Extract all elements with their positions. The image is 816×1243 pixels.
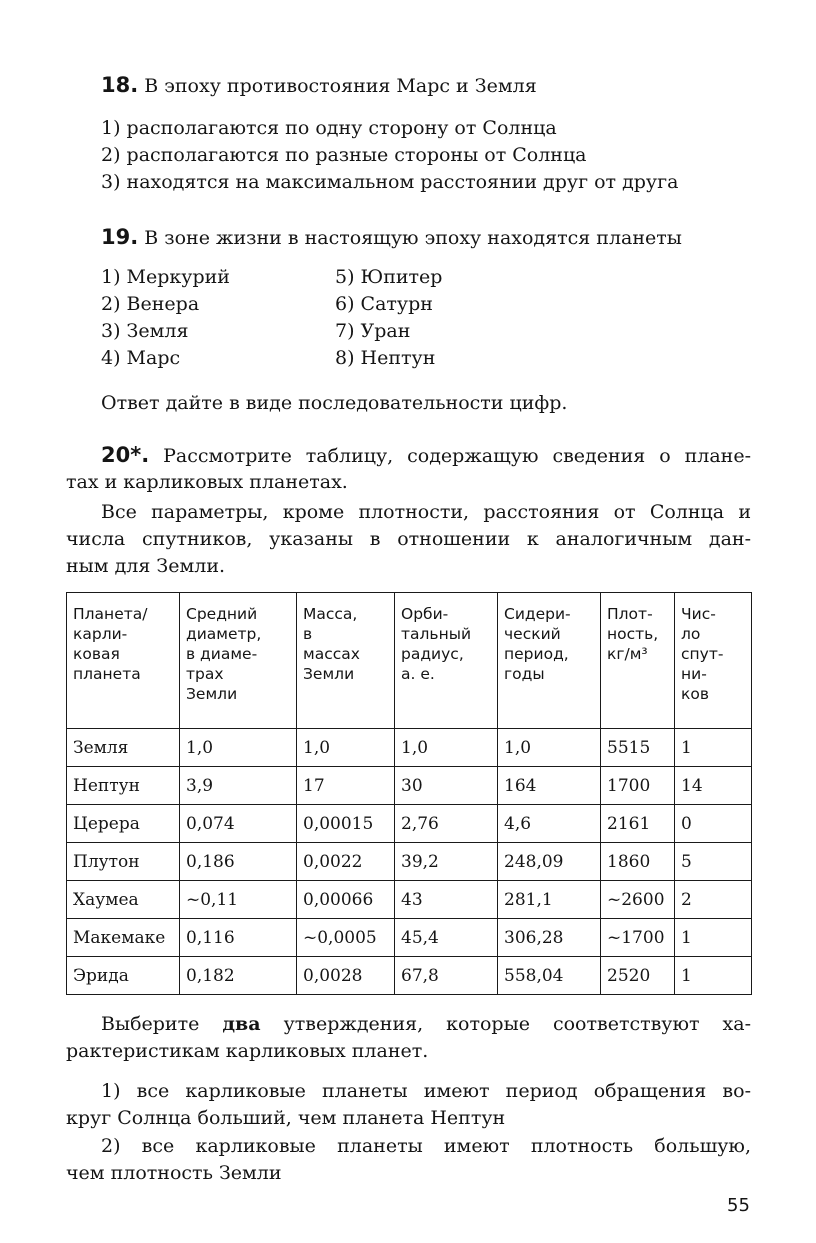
table-cell: 1 [675,957,752,995]
table-cell: 0,0022 [297,843,395,881]
q20-para-line-2: числа спутников, указаны в отношении к аналогичным дан- [66,528,751,550]
q19-question: В зоне жизни в настоящую эпоху находятся планеты [144,227,682,249]
table-cell: 0,116 [180,919,297,957]
table-cell: 164 [498,767,601,805]
table-cell: 306,28 [498,919,601,957]
table-cell: 0,186 [180,843,297,881]
header-diameter: Средний диаметр, в диаме- трах Земли [180,593,297,729]
header-orbital-radius: Орби- тальный радиус, а. е. [395,593,498,729]
table-cell: 248,09 [498,843,601,881]
table-cell: 1,0 [180,729,297,767]
table-cell: 4,6 [498,805,601,843]
q19-option-5: 5) Юпитер [335,266,443,288]
table-cell: 0,074 [180,805,297,843]
table-row [67,805,752,843]
q20-intro-line-1 [101,442,751,470]
table-cell: Плутон [67,843,180,881]
header-density: Плот- ность, кг/м³ [601,593,675,729]
q19-option-7: 7) Уран [335,320,411,342]
q18-title [101,72,537,100]
page-number: 55 [727,1195,750,1216]
q18-option-2: 2) располагаются по разные стороны от Солнца [101,144,587,166]
table-row [67,767,752,805]
table-row [67,729,752,767]
q20-statement-1-line-2: круг Солнца больший, чем планета Нептун [66,1107,506,1129]
table-cell: 281,1 [498,881,601,919]
table-cell: 39,2 [395,843,498,881]
q20-statement-2-line-2: чем плотность Земли [66,1162,282,1184]
table-cell: 2,76 [395,805,498,843]
q19-option-6: 6) Сатурн [335,293,433,315]
table-row [67,957,752,995]
choose-bold: два [222,1013,261,1035]
q19-option-1: 1) Меркурий [101,266,230,288]
table-cell: 1,0 [498,729,601,767]
table-cell: 67,8 [395,957,498,995]
table-row [67,843,752,881]
table-row [67,919,752,957]
q20-statement-1-line-1: 1) все карликовые планеты имеют период обращения во- [101,1080,751,1102]
table-cell: 2 [675,881,752,919]
table-cell: 14 [675,767,752,805]
table-cell: 1860 [601,843,675,881]
q18-question: В эпоху противостояния Марс и Земля [144,75,537,97]
table-cell: Церера [67,805,180,843]
q19-answer-note: Ответ дайте в виде последовательности цифр. [101,392,568,414]
table-cell: Земля [67,729,180,767]
table-row [67,881,752,919]
q19-title [101,224,682,252]
q18-option-1: 1) располагаются по одну сторону от Солнца [101,117,557,139]
table-cell: 558,04 [498,957,601,995]
q20-intro-line-2: тах и карликовых планетах. [66,471,348,493]
q20-choose-line-2: рактеристикам карликовых планет. [66,1040,429,1062]
table-cell: 0,00066 [297,881,395,919]
table-cell: 3,9 [180,767,297,805]
q20-choose-line-1 [101,1011,751,1038]
table-cell: 1,0 [297,729,395,767]
table-cell: ~0,11 [180,881,297,919]
q19-option-8: 8) Нептун [335,347,436,369]
q20-statement-2-line-1: 2) все карликовые планеты имеют плотность большую, [101,1135,751,1157]
table-cell: 17 [297,767,395,805]
table-header-row [67,593,752,729]
table-cell: Хаумеа [67,881,180,919]
table-cell: Эрида [67,957,180,995]
table-cell: ~1700 [601,919,675,957]
table-cell: Макемаке [67,919,180,957]
table-cell: Нептун [67,767,180,805]
q20-para-line-3: ным для Земли. [66,555,226,577]
table-cell: 1 [675,729,752,767]
table-cell: 5 [675,843,752,881]
table-cell: 0,00015 [297,805,395,843]
header-sidereal-period: Сидери- ческий период, годы [498,593,601,729]
table-cell: 1 [675,919,752,957]
header-satellites: Чис- ло спут- ни- ков [675,593,752,729]
q18-number: 18. [101,73,139,97]
header-planet: Планета/ карли- ковая планета [67,593,180,729]
table-cell: 1,0 [395,729,498,767]
header-mass: Масса, в массах Земли [297,593,395,729]
q20-para-line-1: Все параметры, кроме плотности, расстояния от Солнца и [101,501,751,523]
table-cell: 45,4 [395,919,498,957]
q19-number: 19. [101,225,139,249]
choose-post: утверждения, которые соответствуют ха- [260,1013,752,1035]
table-cell: 1700 [601,767,675,805]
table-cell: ~0,0005 [297,919,395,957]
table-cell: 43 [395,881,498,919]
q19-option-3: 3) Земля [101,320,189,342]
table-cell: 5515 [601,729,675,767]
q19-option-2: 2) Венера [101,293,200,315]
q19-option-4: 4) Марс [101,347,181,369]
planets-table [66,592,752,995]
q20-number: 20*. [101,443,150,467]
q18-option-3: 3) находятся на максимальном расстоянии друг от друга [101,171,679,193]
choose-pre: Выберите [101,1013,223,1035]
table-cell: 0,0028 [297,957,395,995]
q20-intro-text-1: Рассмотрите таблицу, содержащую сведения о плане- [163,445,751,467]
table-cell: 30 [395,767,498,805]
table-cell: ~2600 [601,881,675,919]
table-cell: 0 [675,805,752,843]
table-cell: 2161 [601,805,675,843]
table-cell: 0,182 [180,957,297,995]
table-cell: 2520 [601,957,675,995]
